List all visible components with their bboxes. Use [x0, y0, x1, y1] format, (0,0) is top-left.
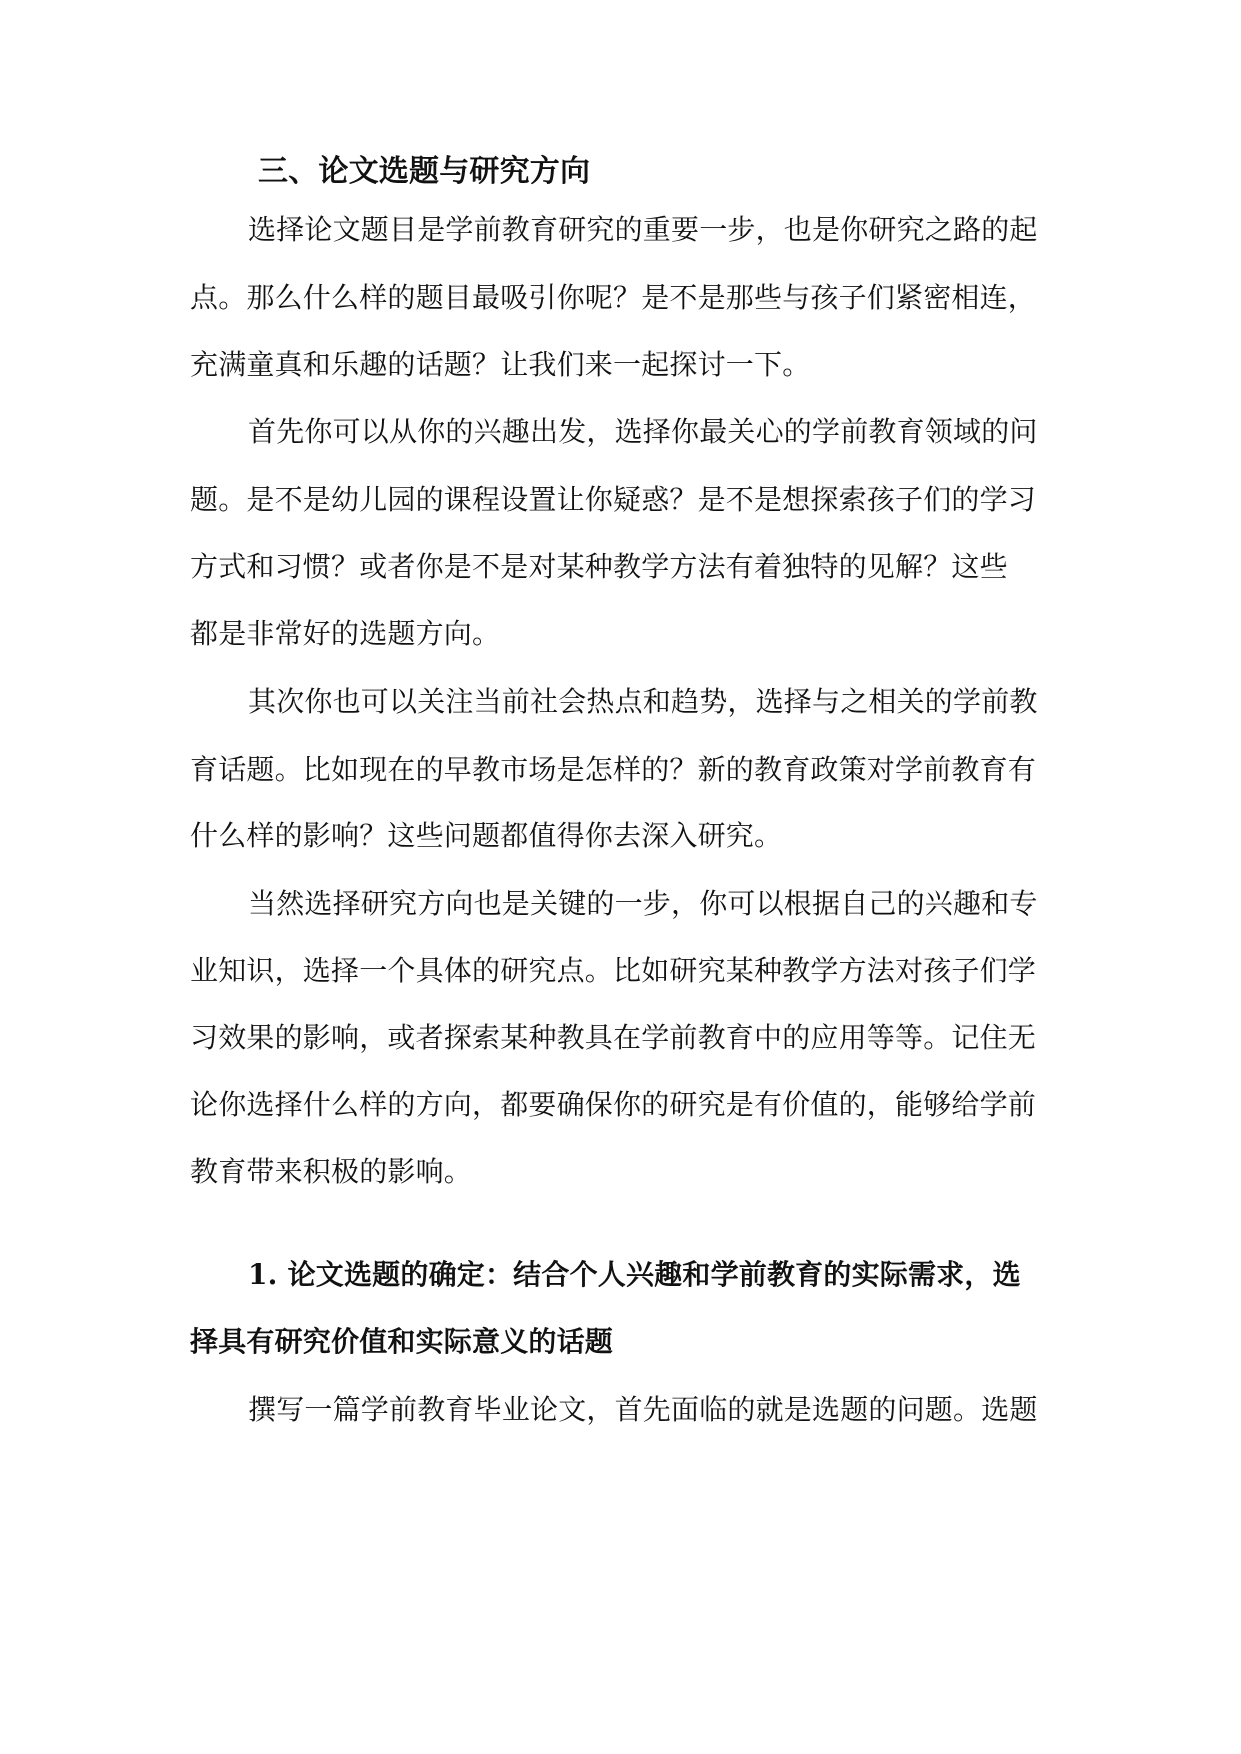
paragraph-4-line-3: 习效果的影响，或者探索某种教具在学前教育中的应用等等。记住无: [190, 1021, 1037, 1054]
subheading-line-1: 1. 论文选题的确定：结合个人兴趣和学前教育的实际需求，选: [248, 1258, 1021, 1291]
paragraph-2-line-4: 都是非常好的选题方向。: [190, 617, 501, 650]
paragraph-2-line-1: 首先你可以从你的兴趣出发，选择你最关心的学前教育领域的问: [248, 415, 1038, 448]
section-heading: 三、论文选题与研究方向: [258, 154, 591, 189]
paragraph-2-line-2: 题。是不是幼儿园的课程设置让你疑惑？是不是想探索孩子们的学习: [190, 483, 1037, 516]
paragraph-1-line-1: 选择论文题目是学前教育研究的重要一步，也是你研究之路的起: [248, 213, 1038, 246]
paragraph-4-line-4: 论你选择什么样的方向，都要确保你的研究是有价值的，能够给学前: [190, 1088, 1037, 1121]
paragraph-4-line-2: 业知识，选择一个具体的研究点。比如研究某种教学方法对孩子们学: [190, 954, 1037, 987]
paragraph-5-line-1: 撰写一篇学前教育毕业论文，首先面临的就是选题的问题。选题: [248, 1393, 1038, 1426]
paragraph-3-line-3: 什么样的影响？这些问题都值得你去深入研究。: [190, 819, 783, 852]
paragraph-2-line-3: 方式和习惯？或者你是不是对某种教学方法有着独特的见解？这些: [190, 550, 1008, 583]
paragraph-3-line-1: 其次你也可以关注当前社会热点和趋势，选择与之相关的学前教: [248, 685, 1038, 718]
paragraph-4-line-1: 当然选择研究方向也是关键的一步，你可以根据自己的兴趣和专: [248, 887, 1038, 920]
paragraph-4-line-5: 教育带来积极的影响。: [190, 1155, 473, 1188]
paragraph-1-line-2: 点。那么什么样的题目最吸引你呢？是不是那些与孩子们紧密相连，: [190, 281, 1037, 314]
subheading-line-2: 择具有研究价值和实际意义的话题: [190, 1325, 614, 1358]
paragraph-1-line-3: 充满童真和乐趣的话题？让我们来一起探讨一下。: [190, 348, 811, 381]
paragraph-3-line-2: 育话题。比如现在的早教市场是怎样的？新的教育政策对学前教育有: [190, 753, 1037, 786]
